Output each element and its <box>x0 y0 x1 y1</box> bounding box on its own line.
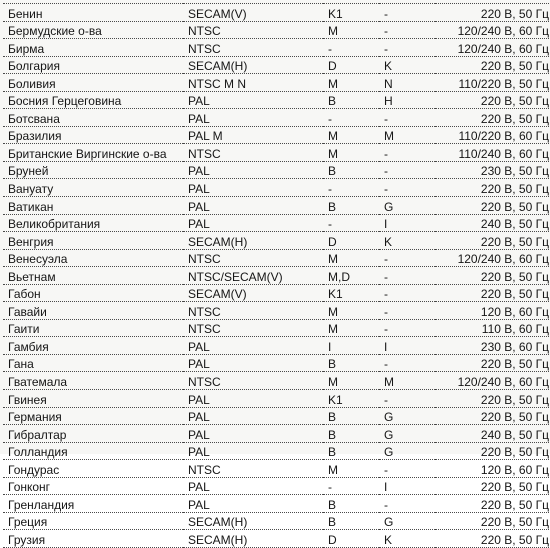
tv-system-cell: NTSC <box>183 319 323 337</box>
power-cell: 220 В, 50 Гц <box>435 197 549 215</box>
power-cell: 220 В, 50 Гц <box>435 442 549 460</box>
standard-1-cell: D <box>323 530 379 548</box>
power-cell: 220 В, 50 Гц <box>435 232 549 250</box>
power-cell: 110/240 В, 60 Гц <box>435 144 549 162</box>
table-row <box>3 530 549 548</box>
table-row <box>3 21 549 39</box>
standard-1-cell: M <box>323 302 379 320</box>
power-cell: 110/220 В, 50 Гц <box>435 74 549 92</box>
standard-1-cell: M,D <box>323 267 379 285</box>
country-cell: Бирма <box>3 39 183 57</box>
tv-system-cell: NTSC M N <box>183 74 323 92</box>
standard-1-cell: M <box>323 319 379 337</box>
standard-2-cell: - <box>379 179 435 197</box>
country-cell: Гана <box>3 354 183 372</box>
power-cell: 220 В, 50 Гц <box>435 91 549 109</box>
tv-system-cell: PAL <box>183 425 323 443</box>
tv-system-cell: NTSC <box>183 144 323 162</box>
tv-system-cell: NTSC <box>183 302 323 320</box>
tv-system-cell: PAL <box>183 442 323 460</box>
country-cell: Босния Герцеговина <box>3 91 183 109</box>
standard-2-cell: - <box>379 249 435 267</box>
power-cell: 220 В, 50 Гц <box>435 109 549 127</box>
standard-2-cell: I <box>379 214 435 232</box>
standard-2-cell: K <box>379 530 435 548</box>
standard-2-cell: - <box>379 460 435 478</box>
standard-1-cell: D <box>323 232 379 250</box>
standard-1-cell: - <box>323 109 379 127</box>
standard-2-cell: G <box>379 407 435 425</box>
standard-2-cell: G <box>379 512 435 530</box>
country-cell: Гвинея <box>3 390 183 408</box>
country-cell: Болгария <box>3 56 183 74</box>
standard-2-cell: - <box>379 161 435 179</box>
power-cell: 120/240 В, 60 Гц <box>435 39 549 57</box>
country-cell: Бразилия <box>3 126 183 144</box>
tv-system-cell: NTSC <box>183 21 323 39</box>
standard-2-cell: I <box>379 337 435 355</box>
power-cell: 220 В, 50 Гц <box>435 512 549 530</box>
table-row <box>3 407 549 425</box>
power-cell: 220 В, 50 Гц <box>435 390 549 408</box>
power-cell: 220 В, 50 Гц <box>435 407 549 425</box>
tv-system-cell: PAL <box>183 109 323 127</box>
country-cell: Британские Виргинские о-ва <box>3 144 183 162</box>
power-cell: 110 В, 60 Гц <box>435 319 549 337</box>
tv-system-cell: SECAM(H) <box>183 56 323 74</box>
tv-system-cell: SECAM(V) <box>183 4 323 22</box>
standard-1-cell: B <box>323 91 379 109</box>
power-cell: 220 В, 50 Гц <box>435 495 549 513</box>
country-cell: Великобритания <box>3 214 183 232</box>
table-row <box>3 337 549 355</box>
table-row <box>3 161 549 179</box>
tv-system-cell: SECAM(H) <box>183 232 323 250</box>
country-cell: Гонконг <box>3 477 183 495</box>
standard-1-cell: M <box>323 74 379 92</box>
table-row <box>3 512 549 530</box>
standard-1-cell: B <box>323 407 379 425</box>
tv-system-cell: PAL <box>183 197 323 215</box>
power-cell: 120 В, 60 Гц <box>435 460 549 478</box>
standard-2-cell: M <box>379 126 435 144</box>
power-cell: 220 В, 50 Гц <box>435 56 549 74</box>
tv-system-cell: PAL M <box>183 126 323 144</box>
table-row <box>3 56 549 74</box>
country-cell: Бруней <box>3 161 183 179</box>
standard-2-cell: N <box>379 74 435 92</box>
country-cell: Боливия <box>3 74 183 92</box>
power-cell: 240 В, 50 Гц <box>435 425 549 443</box>
country-cell: Габон <box>3 284 183 302</box>
power-cell: 120/240 В, 60 Гц <box>435 372 549 390</box>
standard-2-cell: H <box>379 91 435 109</box>
standard-2-cell: - <box>379 4 435 22</box>
standard-1-cell: M <box>323 126 379 144</box>
standard-1-cell: M <box>323 249 379 267</box>
table-row <box>3 179 549 197</box>
standard-2-cell: - <box>379 495 435 513</box>
standard-1-cell: B <box>323 495 379 513</box>
tv-system-cell: NTSC/SECAM(V) <box>183 267 323 285</box>
table-row <box>3 390 549 408</box>
table-row <box>3 39 549 57</box>
standard-2-cell: - <box>379 39 435 57</box>
table-row <box>3 477 549 495</box>
standard-1-cell: - <box>323 39 379 57</box>
power-cell: 240 В, 50 Гц <box>435 214 549 232</box>
table-body <box>3 4 549 548</box>
standard-1-cell: K1 <box>323 4 379 22</box>
standard-2-cell: G <box>379 197 435 215</box>
tv-system-cell: PAL <box>183 407 323 425</box>
standard-2-cell: - <box>379 284 435 302</box>
tv-system-cell: PAL <box>183 179 323 197</box>
table-row <box>3 284 549 302</box>
power-cell: 120 В, 60 Гц <box>435 302 549 320</box>
standard-1-cell: - <box>323 179 379 197</box>
tv-system-cell: PAL <box>183 91 323 109</box>
tv-standards-table <box>3 3 549 548</box>
standard-1-cell: B <box>323 161 379 179</box>
tv-system-cell: PAL <box>183 390 323 408</box>
country-cell: Гаити <box>3 319 183 337</box>
standard-2-cell: K <box>379 232 435 250</box>
table-row <box>3 372 549 390</box>
standard-2-cell: - <box>379 109 435 127</box>
power-cell: 220 В, 50 Гц <box>435 284 549 302</box>
table-row <box>3 319 549 337</box>
country-cell: Гамбия <box>3 337 183 355</box>
country-cell: Венгрия <box>3 232 183 250</box>
standard-1-cell: B <box>323 425 379 443</box>
standard-1-cell: M <box>323 144 379 162</box>
standard-1-cell: I <box>323 337 379 355</box>
standard-1-cell: D <box>323 56 379 74</box>
table-row <box>3 460 549 478</box>
country-cell: Ватикан <box>3 197 183 215</box>
table-row <box>3 214 549 232</box>
table-row <box>3 109 549 127</box>
standard-2-cell: - <box>379 21 435 39</box>
country-cell: Гватемала <box>3 372 183 390</box>
power-cell: 220 В, 50 Гц <box>435 267 549 285</box>
standard-2-cell: - <box>379 390 435 408</box>
tv-system-cell: NTSC <box>183 39 323 57</box>
standard-2-cell: G <box>379 442 435 460</box>
table-row <box>3 74 549 92</box>
standard-2-cell: - <box>379 144 435 162</box>
tv-system-cell: SECAM(H) <box>183 530 323 548</box>
country-cell: Гренландия <box>3 495 183 513</box>
power-cell: 220 В, 50 Гц <box>435 4 549 22</box>
tv-system-cell: PAL <box>183 214 323 232</box>
standard-1-cell: B <box>323 197 379 215</box>
standard-1-cell: M <box>323 460 379 478</box>
power-cell: 230 В, 60 Гц <box>435 337 549 355</box>
country-cell: Голландия <box>3 442 183 460</box>
table-row <box>3 302 549 320</box>
tv-system-cell: SECAM(H) <box>183 512 323 530</box>
standard-2-cell: K <box>379 56 435 74</box>
standard-1-cell: M <box>323 21 379 39</box>
table-row <box>3 354 549 372</box>
table-row <box>3 495 549 513</box>
standard-2-cell: M <box>379 372 435 390</box>
standard-2-cell: I <box>379 477 435 495</box>
country-cell: Гавайи <box>3 302 183 320</box>
tv-system-cell: PAL <box>183 477 323 495</box>
power-cell: 110/220 В, 60 Гц <box>435 126 549 144</box>
power-cell: 120/240 В, 60 Гц <box>435 249 549 267</box>
table-row <box>3 4 549 22</box>
country-cell: Греция <box>3 512 183 530</box>
standard-1-cell: B <box>323 512 379 530</box>
standard-1-cell: B <box>323 354 379 372</box>
country-cell: Гондурас <box>3 460 183 478</box>
power-cell: 120/240 В, 60 Гц <box>435 21 549 39</box>
standard-2-cell: - <box>379 319 435 337</box>
country-cell: Бермудские о-ва <box>3 21 183 39</box>
standard-1-cell: - <box>323 477 379 495</box>
standard-1-cell: M <box>323 372 379 390</box>
table-row <box>3 442 549 460</box>
tv-system-cell: NTSC <box>183 460 323 478</box>
tv-system-cell: NTSC <box>183 249 323 267</box>
power-cell: 220 В, 50 Гц <box>435 477 549 495</box>
table-row <box>3 425 549 443</box>
standard-2-cell: - <box>379 354 435 372</box>
country-cell: Германия <box>3 407 183 425</box>
tv-system-cell: PAL <box>183 161 323 179</box>
country-cell: Бенин <box>3 4 183 22</box>
country-cell: Венесуэла <box>3 249 183 267</box>
standard-1-cell: K1 <box>323 390 379 408</box>
country-cell: Вьетнам <box>3 267 183 285</box>
table-row <box>3 197 549 215</box>
tv-system-cell: PAL <box>183 337 323 355</box>
standard-2-cell: G <box>379 425 435 443</box>
table-row <box>3 91 549 109</box>
standard-2-cell: - <box>379 302 435 320</box>
country-cell: Вануату <box>3 179 183 197</box>
table-row <box>3 232 549 250</box>
country-cell: Ботсвана <box>3 109 183 127</box>
country-cell: Грузия <box>3 530 183 548</box>
power-cell: 220 В, 50 Гц <box>435 530 549 548</box>
table-row <box>3 144 549 162</box>
power-cell: 220 В, 50 Гц <box>435 354 549 372</box>
table-row <box>3 249 549 267</box>
tv-system-cell: PAL <box>183 354 323 372</box>
table-row <box>3 267 549 285</box>
power-cell: 230 В, 50 Гц <box>435 161 549 179</box>
standard-1-cell: K1 <box>323 284 379 302</box>
country-cell: Гибралтар <box>3 425 183 443</box>
tv-system-cell: PAL <box>183 495 323 513</box>
table-row <box>3 126 549 144</box>
power-cell: 220 В, 50 Гц <box>435 179 549 197</box>
tv-system-cell: SECAM(V) <box>183 284 323 302</box>
tv-system-cell: NTSC <box>183 372 323 390</box>
standard-1-cell: - <box>323 214 379 232</box>
standard-1-cell: B <box>323 442 379 460</box>
standard-2-cell: - <box>379 267 435 285</box>
